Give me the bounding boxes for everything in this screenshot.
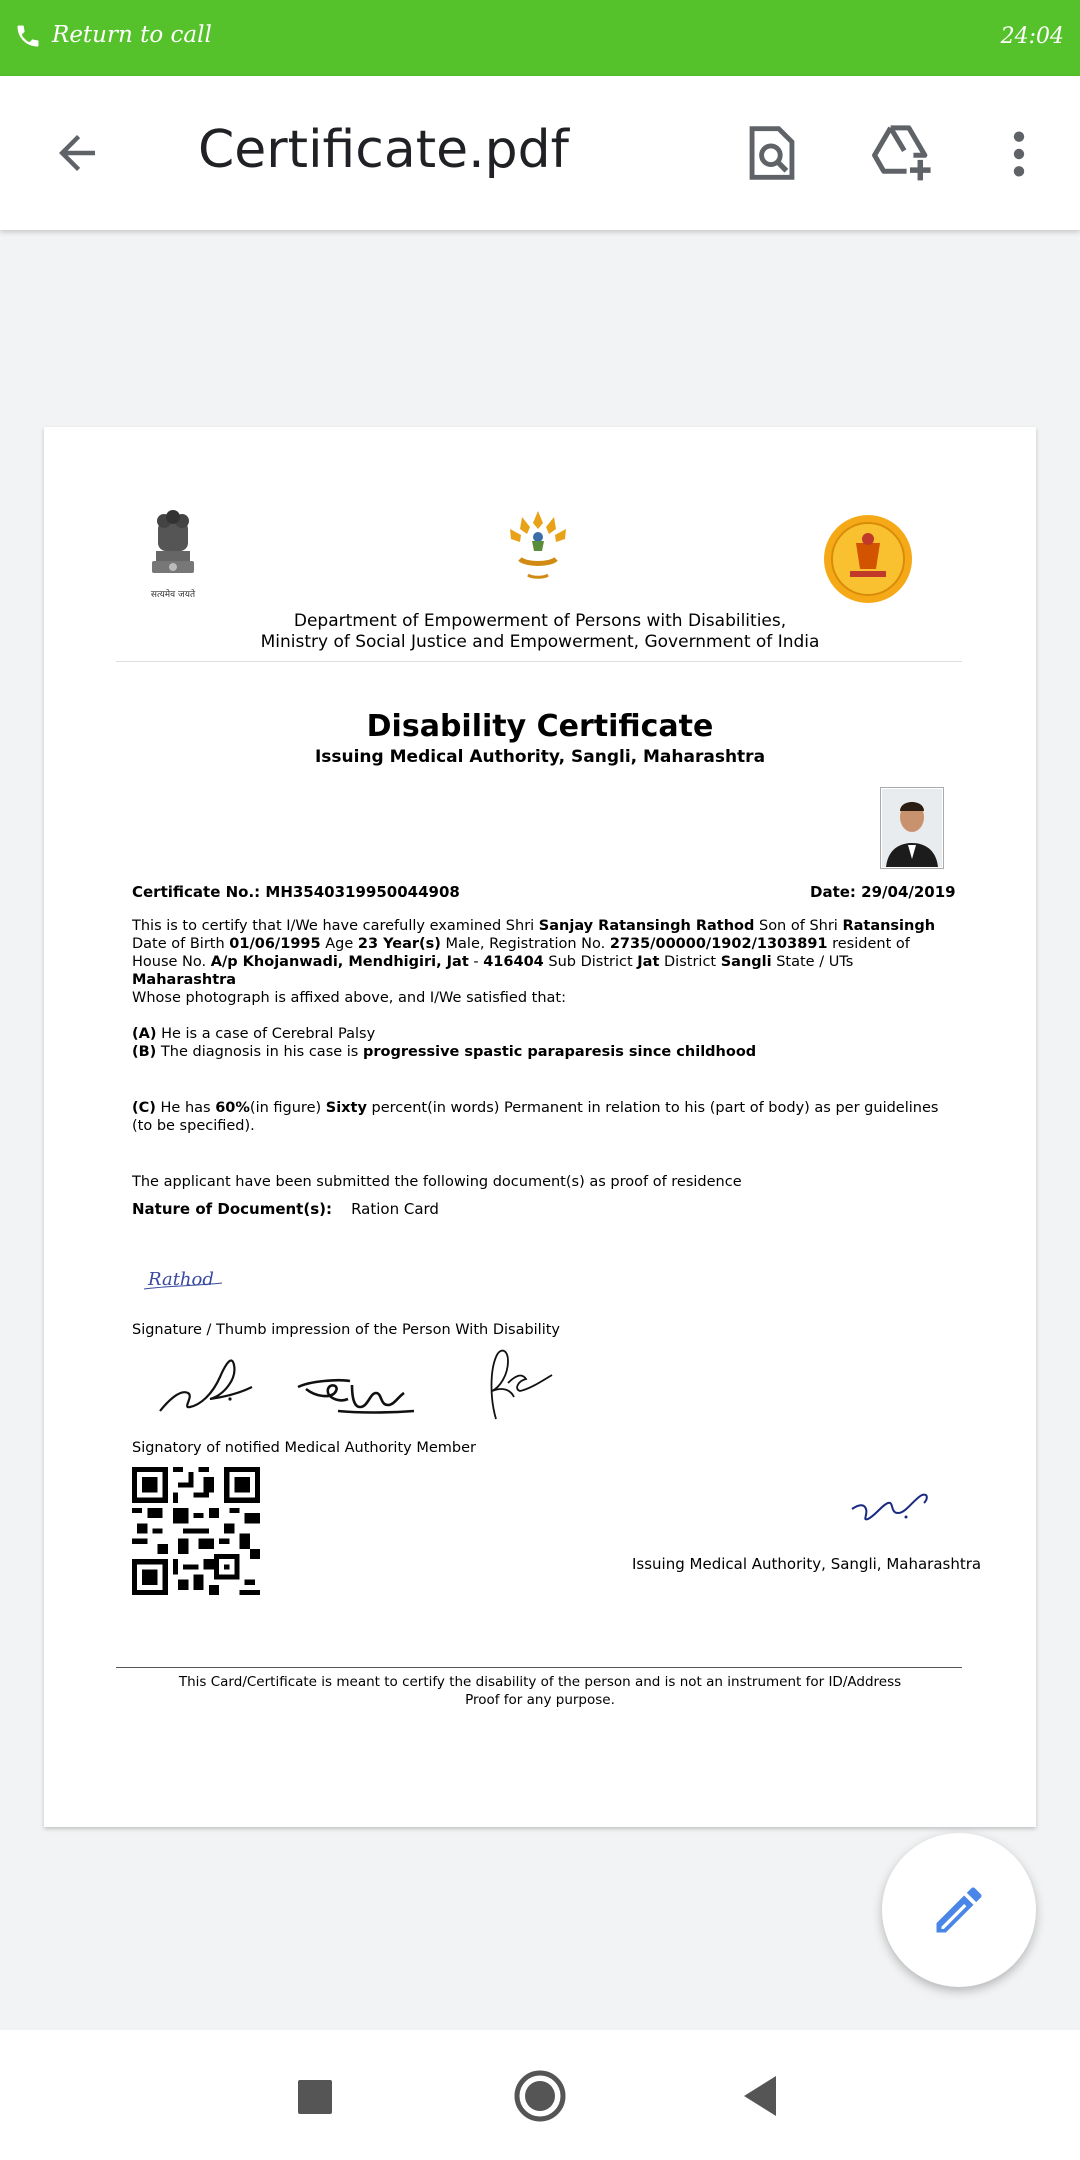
back-triangle-icon[interactable] xyxy=(742,2074,778,2118)
verification-qr-code xyxy=(132,1467,260,1595)
footer-disclaimer: This Card/Certificate is meant to certify the disability of the person and is not an instrument for ID/Address Proof for any purpose. xyxy=(178,1674,902,1708)
app-toolbar xyxy=(0,76,1080,230)
condition-b: (B) The diagnosis in his case is progressive spastic paraparesis since childhood xyxy=(132,1044,757,1060)
pdf-page[interactable] xyxy=(44,427,1036,1827)
signature-caption: Signature / Thumb impression of the Person With Disability xyxy=(132,1322,561,1338)
maharashtra-seal-logo xyxy=(822,513,914,605)
phone-icon xyxy=(14,22,42,50)
svg-text:Rathod: Rathod xyxy=(148,1269,214,1290)
condition-c: (C) He has 60%(in figure) Sixty percent(in words) Permanent in relation to his (part of body) as per guidelines (to be specified). xyxy=(132,1100,939,1134)
home-circle-icon[interactable] xyxy=(514,2070,566,2122)
applicant-signature xyxy=(142,1263,226,1299)
return-to-call-label[interactable]: Return to call xyxy=(52,22,212,48)
header-divider xyxy=(116,661,962,662)
emblem-motto: सत्यमेव जयते xyxy=(150,590,196,600)
member-signature-1 xyxy=(156,1345,266,1421)
member-signature-2 xyxy=(294,1367,424,1423)
document-nature: Nature of Document(s): Ration Card xyxy=(132,1200,439,1218)
condition-a: (A) He is a case of Cerebral Palsy xyxy=(132,1026,376,1042)
certificate-subtitle: Issuing Medical Authority, Sangli, Maharashtra xyxy=(314,747,766,767)
certification-paragraph: This is to certify that I/We have carefully examined Shri Sanjay Ratansingh Rathod Son of Shri Ratansingh Date of Birth 01/06/1995 Age 23 Year(s) Male, Registration No. 2735/00000/1902/1303891 resident of House No. A/p Khojanwadi, Mendhigiri, Jat - 416404 Sub District Jat District Sangli State / UTs Maharashtra Whose photograph is affixed above, and I/We satisfied that: xyxy=(132,918,936,1006)
system-navigation-bar xyxy=(0,2030,1080,2160)
residence-proof-line: The applicant have been submitted the following document(s) as proof of residence xyxy=(132,1174,742,1190)
more-vert-icon[interactable] xyxy=(1000,128,1038,180)
sugamya-bharat-logo xyxy=(492,507,584,587)
applicant-name: Sanjay Ratansingh Rathod xyxy=(538,918,755,934)
member-signature-3 xyxy=(474,1341,558,1425)
back-arrow-icon[interactable] xyxy=(50,126,104,180)
edit-fab-button[interactable] xyxy=(882,1833,1036,1987)
certificate-title: Disability Certificate xyxy=(366,709,714,744)
authority-signature xyxy=(848,1483,938,1539)
certificate-number: Certificate No.: MH3540319950044908 xyxy=(132,883,460,901)
find-in-page-icon[interactable] xyxy=(742,122,802,184)
footer-divider xyxy=(116,1667,962,1668)
return-to-call-bar[interactable] xyxy=(0,0,1080,76)
add-to-drive-icon[interactable] xyxy=(870,122,934,184)
department-line-2: Ministry of Social Justice and Empowerment, Government of India xyxy=(260,632,820,652)
call-timer: 24:04 xyxy=(1000,24,1064,49)
certificate-date: Date: 29/04/2019 xyxy=(810,883,956,901)
pencil-edit-icon xyxy=(929,1880,989,1940)
applicant-photo xyxy=(880,787,944,869)
signatory-caption: Signatory of notified Medical Authority Member xyxy=(132,1440,476,1456)
national-emblem-logo xyxy=(142,507,204,603)
issuing-authority-caption: Issuing Medical Authority, Sangli, Maharashtra xyxy=(632,1555,982,1573)
department-line-1: Department of Empowerment of Persons with Disabilities, xyxy=(293,611,787,631)
recents-square-icon[interactable] xyxy=(298,2080,332,2114)
document-title: Certificate.pdf xyxy=(198,120,569,180)
